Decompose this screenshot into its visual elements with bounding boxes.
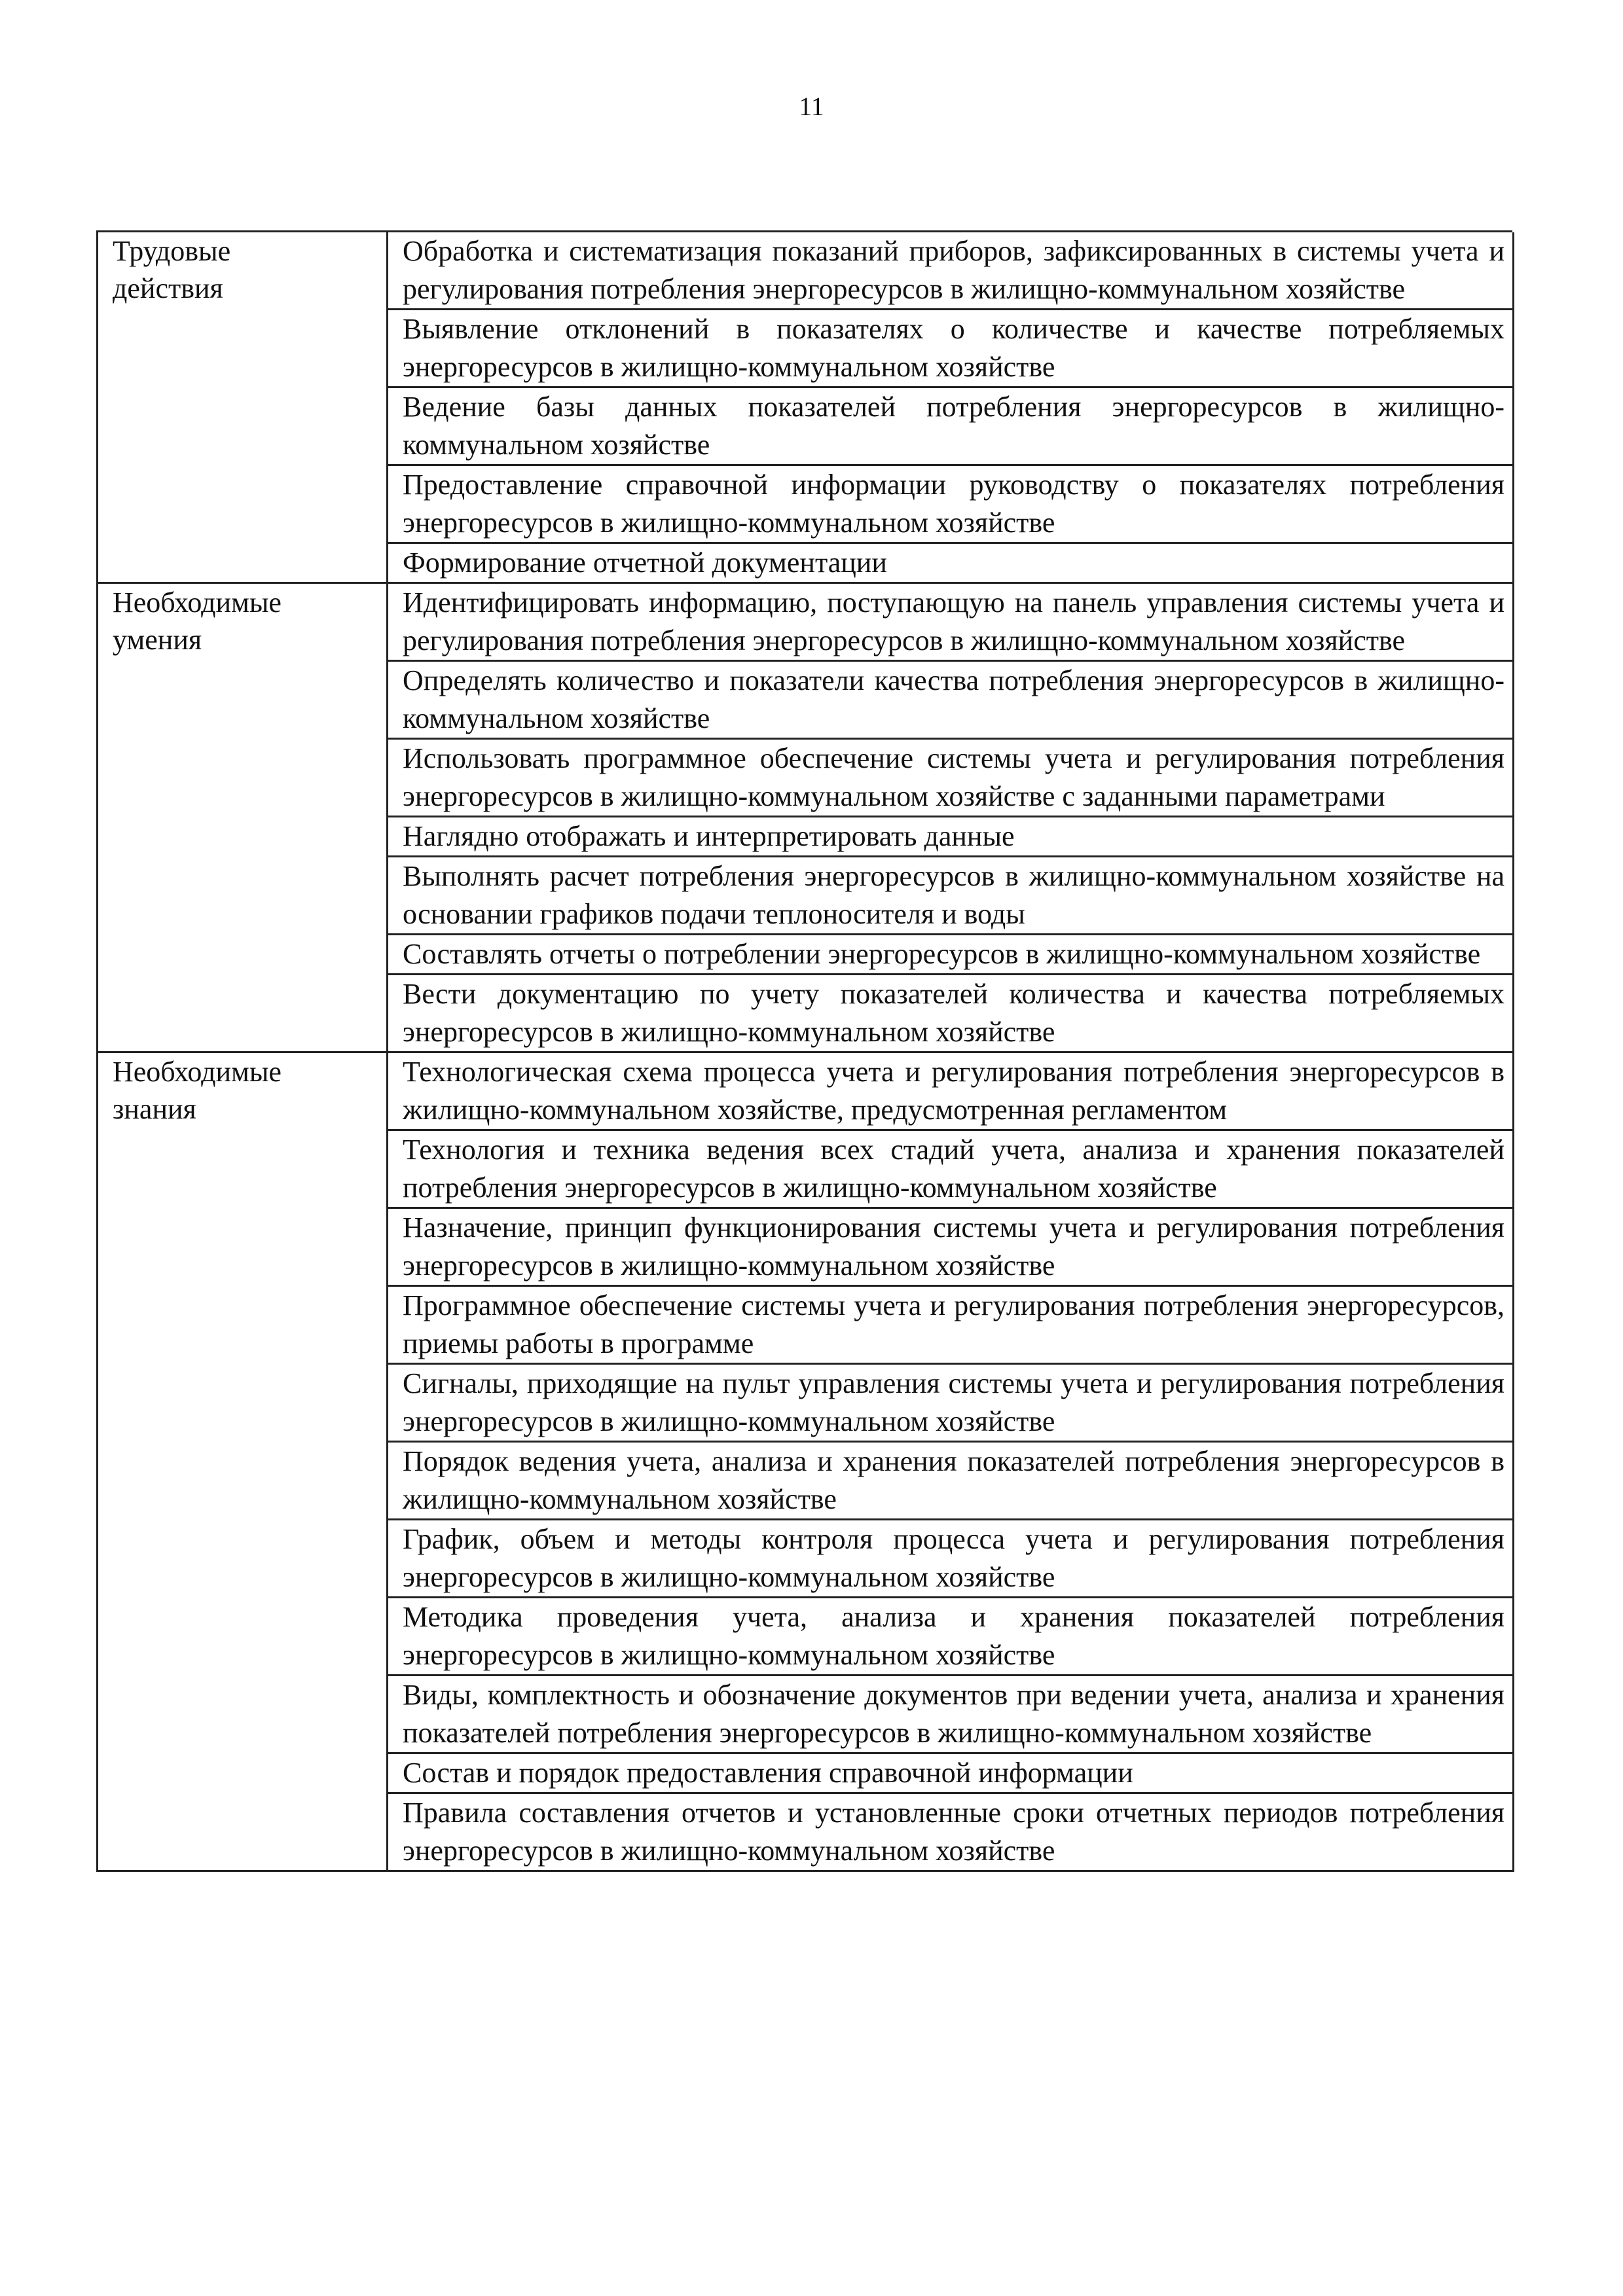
table-row: Технологическая схема процесса учета и регулирования потребления энергоресурсов в жилищно-коммунальном хозяйстве, предусмотренная регламентом (388, 1053, 1514, 1131)
section-label-required-knowledge: Необходимые знания (98, 1053, 388, 1872)
table-row: Виды, комплектность и обозначение документов при ведении учета, анализа и хранения показателей потребления энергоресурсов в жилищно-коммунальном хозяйстве (388, 1676, 1514, 1754)
table-row: Порядок ведения учета, анализа и хранения показателей потребления энергоресурсов в жилищно-коммунальном хозяйстве (388, 1443, 1514, 1520)
table-row: Идентифицировать информацию, поступающую на панель управления системы учета и регулирования потребления энергоресурсов в жилищно-коммунальном хозяйстве (388, 584, 1514, 662)
table-row: График, объем и методы контроля процесса учета и регулирования потребления энергоресурсов в жилищно-коммунальном хозяйстве (388, 1520, 1514, 1598)
table-row: Составлять отчеты о потреблении энергоресурсов в жилищно-коммунальном хозяйстве (388, 935, 1514, 975)
section-rows-required-knowledge (388, 1053, 1514, 1872)
section-rows-required-skills (388, 584, 1514, 1053)
table-row: Использовать программное обеспечение системы учета и регулирования потребления энергоресурсов в жилищно-коммунальном хозяйстве с заданными параметрами (388, 740, 1514, 817)
table-row: Вести документацию по учету показателей количества и качества потребляемых энергоресурсов в жилищно-коммунальном хозяйстве (388, 975, 1514, 1053)
section-label-required-skills: Необходимые умения (98, 584, 388, 1053)
section-rows-labor-actions (388, 232, 1514, 584)
table-row: Выполнять расчет потребления энергоресурсов в жилищно-коммунальном хозяйстве на основании графиков подачи теплоносителя и воды (388, 857, 1514, 935)
table-row: Правила составления отчетов и установленные сроки отчетных периодов потребления энергоресурсов в жилищно-коммунальном хозяйстве (388, 1794, 1514, 1872)
table-row: Наглядно отображать и интерпретировать данные (388, 817, 1514, 857)
table-row: Обработка и систематизация показаний приборов, зафиксированных в системы учета и регулирования потребления энергоресурсов в жилищно-коммунальном хозяйстве (388, 232, 1514, 310)
table-row: Состав и порядок предоставления справочной информации (388, 1754, 1514, 1794)
page-number: 11 (799, 92, 824, 121)
table-row: Методика проведения учета, анализа и хранения показателей потребления энергоресурсов в жилищно-коммунальном хозяйстве (388, 1598, 1514, 1676)
table-row: Ведение базы данных показателей потребления энергоресурсов в жилищно-коммунальном хозяйстве (388, 388, 1514, 466)
table-row: Назначение, принцип функционирования системы учета и регулирования потребления энергоресурсов в жилищно-коммунальном хозяйстве (388, 1209, 1514, 1287)
table-row: Технология и техника ведения всех стадий учета, анализа и хранения показателей потребления энергоресурсов в жилищно-коммунальном хозяйстве (388, 1131, 1514, 1209)
table-row: Выявление отклонений в показателях о количестве и качестве потребляемых энергоресурсов в жилищно-коммунальном хозяйстве (388, 310, 1514, 388)
table-row: Определять количество и показатели качества потребления энергоресурсов в жилищно-коммунальном хозяйстве (388, 662, 1514, 740)
table-row: Сигналы, приходящие на пульт управления системы учета и регулирования потребления энергоресурсов в жилищно-коммунальном хозяйстве (388, 1365, 1514, 1443)
section-label-labor-actions: Трудовые действия (98, 232, 388, 584)
requirements-table (96, 230, 1512, 1872)
table-row: Предоставление справочной информации руководству о показателях потребления энергоресурсов в жилищно-коммунальном хозяйстве (388, 466, 1514, 544)
table-row: Формирование отчетной документации (388, 544, 1514, 584)
table-row: Программное обеспечение системы учета и регулирования потребления энергоресурсов, приемы работы в программе (388, 1287, 1514, 1365)
